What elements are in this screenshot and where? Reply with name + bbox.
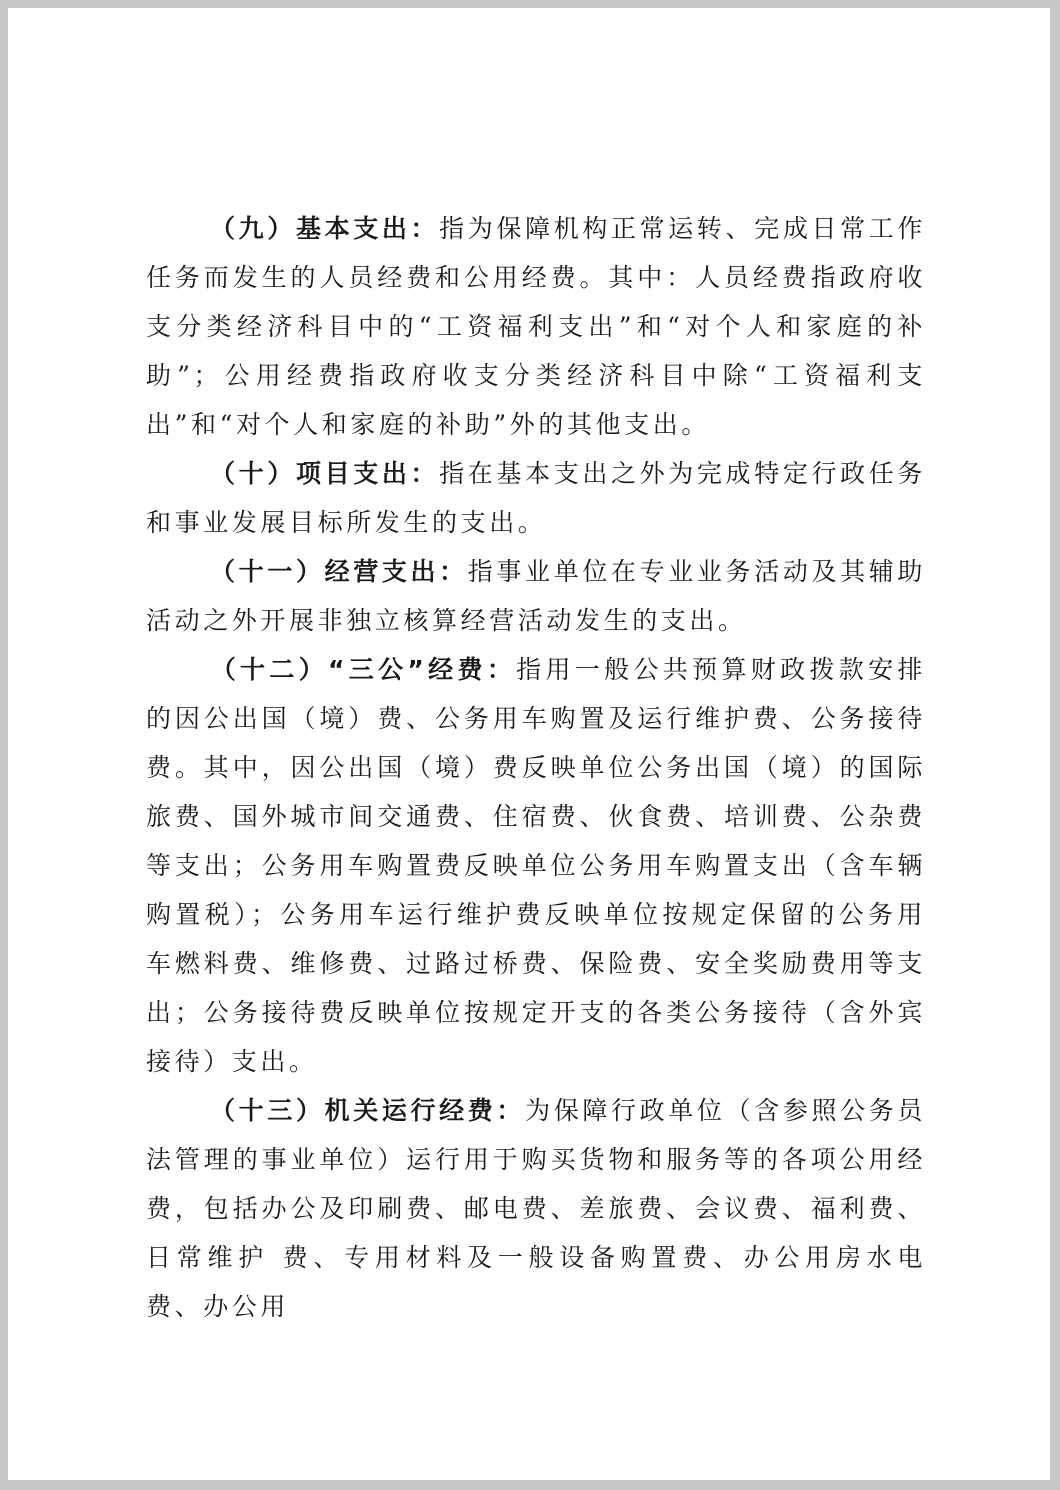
paragraph-text: 指用一般公共预算财政拨款安排的因公出国（境）费、公务用车购置及运行维护费、公务接待费。其中，因公出国（境）费反映单位公务出国（境）的国际旅费、国外城市间交通费、住宿费、伙食费、培训费、公杂费等支出；公务用车购置费反映单位公务用车购置支出（含车辆购置税）；公务用车运行维护费反映单位按规定保留的公务用车燃料费、维修费、过路过桥费、保险费、安全奖励费用等支出；公务接待费反映单位按规定开支的各类公务接待（含外宾接待）支出。 <box>146 655 926 1076</box>
paragraph-heading: （十三）机关运行经费： <box>210 1096 526 1125</box>
paragraph-12 <box>146 645 926 1086</box>
paragraph-text: 指事业单位在专业业务活动及其辅助活动之外开展非独立核算经营活动发生的支出。 <box>146 557 926 635</box>
paragraph-text: 指在基本支出之外为完成特定行政任务和事业发展目标所发生的支出。 <box>146 459 926 537</box>
paragraph-13 <box>146 1086 926 1331</box>
paragraph-heading: （十）项目支出： <box>210 459 440 488</box>
paragraph-9 <box>146 204 926 449</box>
paragraph-text: 指为保障机构正常运转、完成日常工作任务而发生的人员经费和公用经费。其中：人员经费指政府收支分类经济科目中的“工资福利支出”和“对个人和家庭的补助”；公用经费指政府收支分类经济科目中除“工资福利支出”和“对个人和家庭的补助”外的其他支出。 <box>146 214 926 439</box>
paragraph-heading: （十一）经营支出： <box>210 557 468 586</box>
document-body <box>146 204 926 1331</box>
paragraph-text: 为保障行政单位（含参照公务员法管理的事业单位）运行用于购买货物和服务等的各项公用经费，包括办公及印刷费、邮电费、差旅费、会议费、福利费、日常维护 费、专用材料及一般设备购置费、办公用房水电费、办公用 <box>146 1096 926 1321</box>
paragraph-11 <box>146 547 926 645</box>
paragraph-10 <box>146 449 926 547</box>
paragraph-heading: （九）基本支出： <box>210 214 440 243</box>
document-page <box>8 8 1050 1480</box>
paragraph-heading: （十二）“三公”经费： <box>210 655 517 684</box>
